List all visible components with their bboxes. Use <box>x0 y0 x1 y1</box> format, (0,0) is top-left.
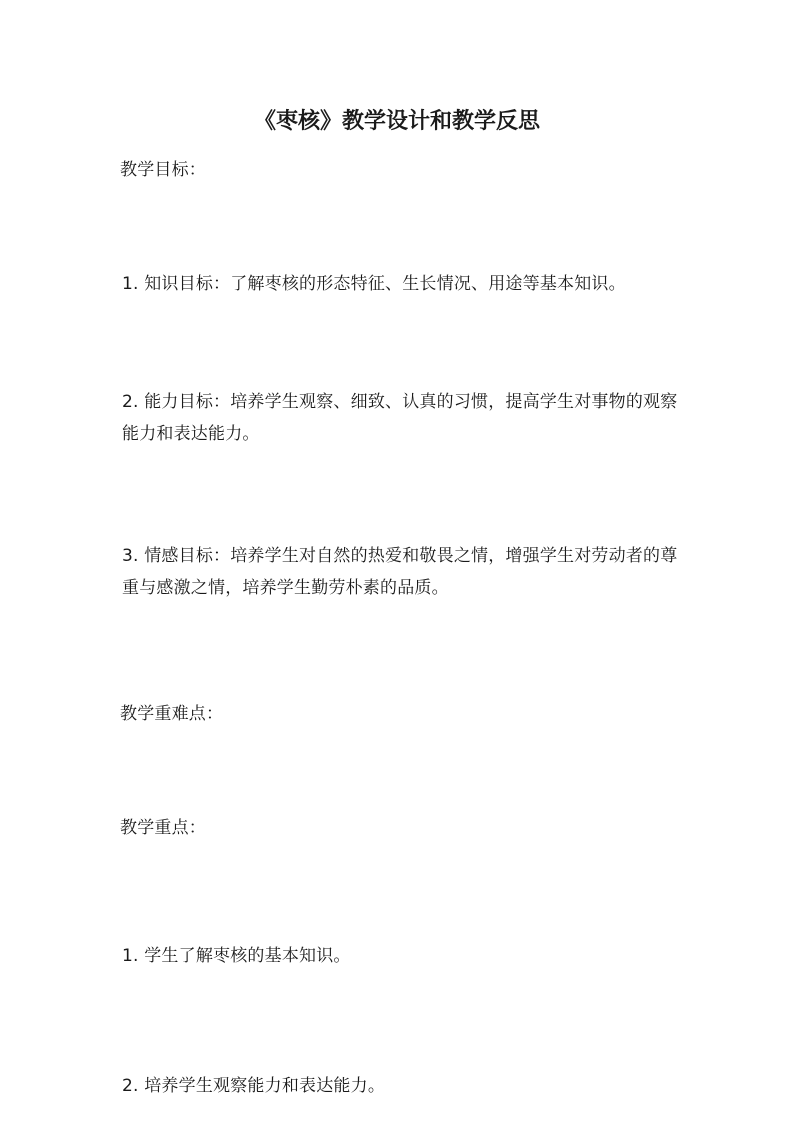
document-title: 《枣核》教学设计和教学反思 <box>253 109 540 134</box>
objective-2: 2. 能力目标：培养学生观察、细致、认真的习惯，提高学生对事物的观察能力和表达能力。 <box>122 392 678 444</box>
key-points-heading: 教学重点： <box>120 818 206 838</box>
objectives-heading: 教学目标： <box>120 160 206 180</box>
objective-1: 1. 知识目标：了解枣核的形态特征、生长情况、用途等基本知识。 <box>122 274 626 294</box>
key-point-2: 2. 培养学生观察能力和表达能力。 <box>122 1076 386 1096</box>
key-difficult-heading: 教学重难点： <box>120 704 224 724</box>
objective-3: 3. 情感目标：培养学生对自然的热爱和敬畏之情，增强学生对劳动者的尊重与感激之情，培养学生勤劳朴素的品质。 <box>122 546 678 598</box>
key-point-1: 1. 学生了解枣核的基本知识。 <box>122 946 351 966</box>
